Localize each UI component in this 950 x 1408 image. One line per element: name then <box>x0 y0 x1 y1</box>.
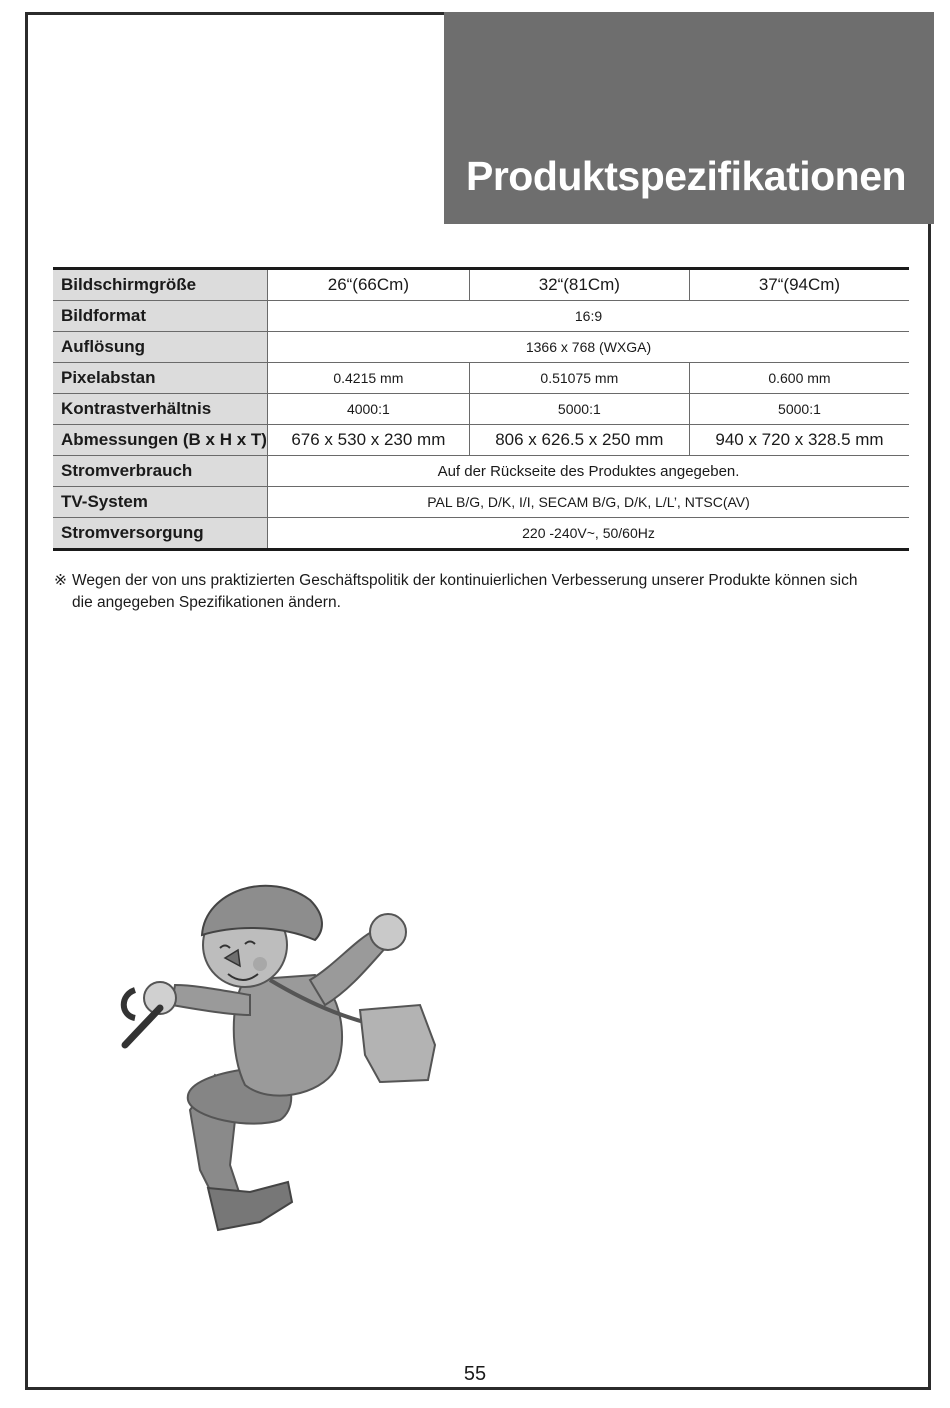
table-row <box>53 332 909 363</box>
row-label: TV-System <box>53 487 268 518</box>
table-cell: 0.600 mm <box>689 363 909 394</box>
page-title: Produktspezifikationen <box>466 153 907 199</box>
table-cell: 806 x 626.5 x 250 mm <box>469 425 689 456</box>
footnote-text-1: Wegen der von uns praktizierten Geschäftspolitik der kontinuierlichen Verbesserung unserer Produkte können sich <box>72 572 858 589</box>
row-label: Pixelabstan <box>53 363 268 394</box>
table-cell: 676 x 530 x 230 mm <box>268 425 470 456</box>
table-cell: 0.4215 mm <box>268 363 470 394</box>
footnote <box>54 570 884 614</box>
table-cell: 0.51075 mm <box>469 363 689 394</box>
table-row <box>53 363 909 394</box>
table-cell: Auf der Rückseite des Produktes angegeben. <box>268 456 910 487</box>
table-cell: 1366 x 768 (WXGA) <box>268 332 910 363</box>
table-cell: 37“(94Cm) <box>689 269 909 301</box>
table-cell: 16:9 <box>268 301 910 332</box>
table-cell: 32“(81Cm) <box>469 269 689 301</box>
footnote-text-2: die angegeben Spezifikationen ändern. <box>72 594 341 611</box>
spec-table <box>53 267 909 551</box>
table-cell: 26“(66Cm) <box>268 269 470 301</box>
table-cell: 5000:1 <box>689 394 909 425</box>
row-label: Auflösung <box>53 332 268 363</box>
row-label: Stromverbrauch <box>53 456 268 487</box>
table-row <box>53 456 909 487</box>
repairman-mascot-illustration <box>120 870 450 1250</box>
table-row <box>53 301 909 332</box>
table-row <box>53 425 909 456</box>
table-cell: 5000:1 <box>469 394 689 425</box>
table-cell: 220 -240V~, 50/60Hz <box>268 518 910 550</box>
table-cell: PAL B/G, D/K, I/I, SECAM B/G, D/K, L/L’, NTSC(AV) <box>268 487 910 518</box>
table-row <box>53 269 909 301</box>
row-label: Stromversorgung <box>53 518 268 550</box>
row-label: Kontrastverhältnis <box>53 394 268 425</box>
table-row <box>53 394 909 425</box>
table-cell: 940 x 720 x 328.5 mm <box>689 425 909 456</box>
reference-mark: ※ <box>54 572 67 589</box>
footnote-line <box>54 570 884 592</box>
page-number: 55 <box>463 1363 487 1385</box>
table-row <box>53 487 909 518</box>
row-label: Bildformat <box>53 301 268 332</box>
row-label: Bildschirmgröße <box>53 269 268 301</box>
row-label: Abmessungen (B x H x T) <box>53 425 268 456</box>
table-cell: 4000:1 <box>268 394 470 425</box>
table-row <box>53 518 909 550</box>
